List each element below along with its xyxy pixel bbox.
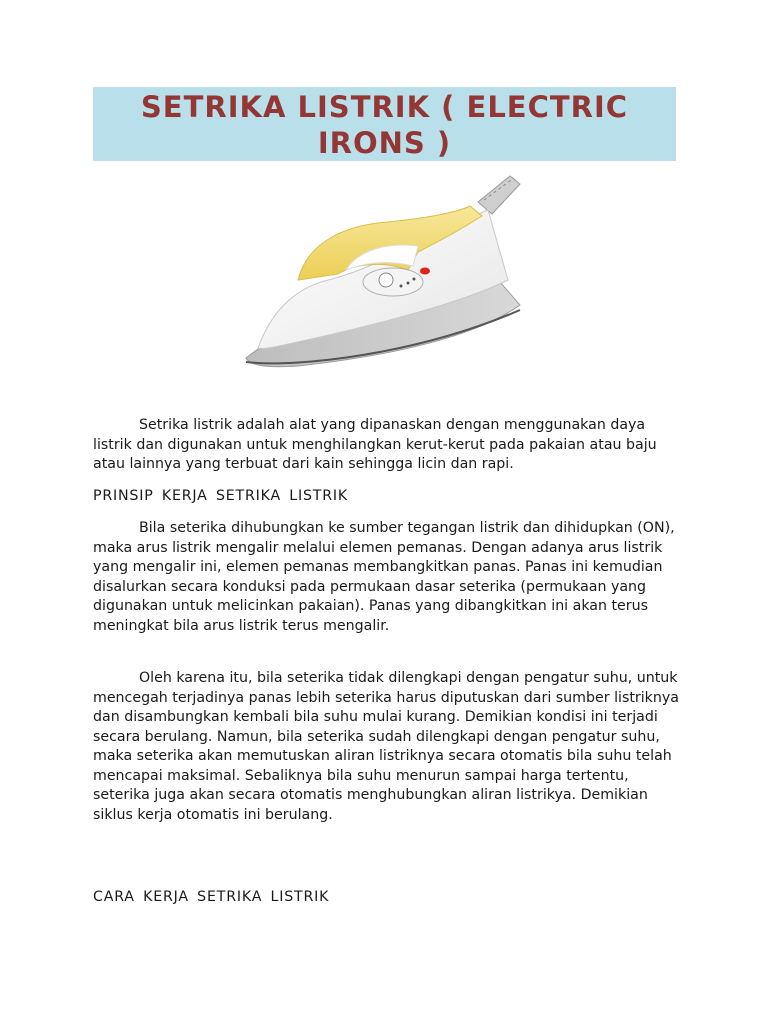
page-title: SETRIKA LISTRIK ( ELECTRIC IRONS ) <box>140 90 629 160</box>
section-heading-cara-kerja: CARA KERJA SETRIKA LISTRIK <box>93 889 330 905</box>
prinsip-paragraph-2: Oleh karena itu, bila seterika tidak dilengkapi dengan pengatur suhu, untuk mencegah terjadinya panas lebih seterika harus diputuskan dari sumber listriknya dan disambungkan kembali bila suhu mulai kurang. Demikian kondisi ini terjadi secara berulang. Namun, bila seterika sudah dilengkapi dengan pengatur suhu, maka seterika akan memutuskan aliran listriknya secara otomatis bila suhu telah mencapai maksimal. Sebaliknya bila suhu menurun sampai harga tertentu, seterika juga akan secara otomatis menghubungkan aliran listrikya. Demikian siklus kerja otomatis ini berulang. <box>93 670 679 823</box>
prinsip-section <box>93 519 681 636</box>
intro-section <box>93 416 681 475</box>
prinsip-section-2 <box>93 669 681 825</box>
electric-iron-icon <box>238 170 528 375</box>
section-heading-prinsip: PRINSIP KERJA SETRIKA LISTRIK <box>93 488 348 504</box>
title-banner <box>93 87 676 161</box>
intro-paragraph: Setrika listrik adalah alat yang dipanaskan dengan menggunakan daya listrik dan digunakan untuk menghilangkan kerut-kerut pada pakaian atau baju atau lainnya yang terbuat dari kain sehingga licin dan rapi. <box>93 417 657 472</box>
prinsip-paragraph-1: Bila seterika dihubungkan ke sumber tegangan listrik dan dihidupkan (ON), maka arus listrik mengalir melalui elemen pemanas. Dengan adanya arus listrik yang mengalir ini, elemen pemanas membangkitkan panas. Panas ini kemudian disalurkan secara konduksi pada permukaan dasar seterika (permukaan yang digunakan untuk melicinkan pakaian). Panas yang dibangkitkan ini akan terus meningkat bila arus listrik terus mengalir. <box>93 520 675 634</box>
